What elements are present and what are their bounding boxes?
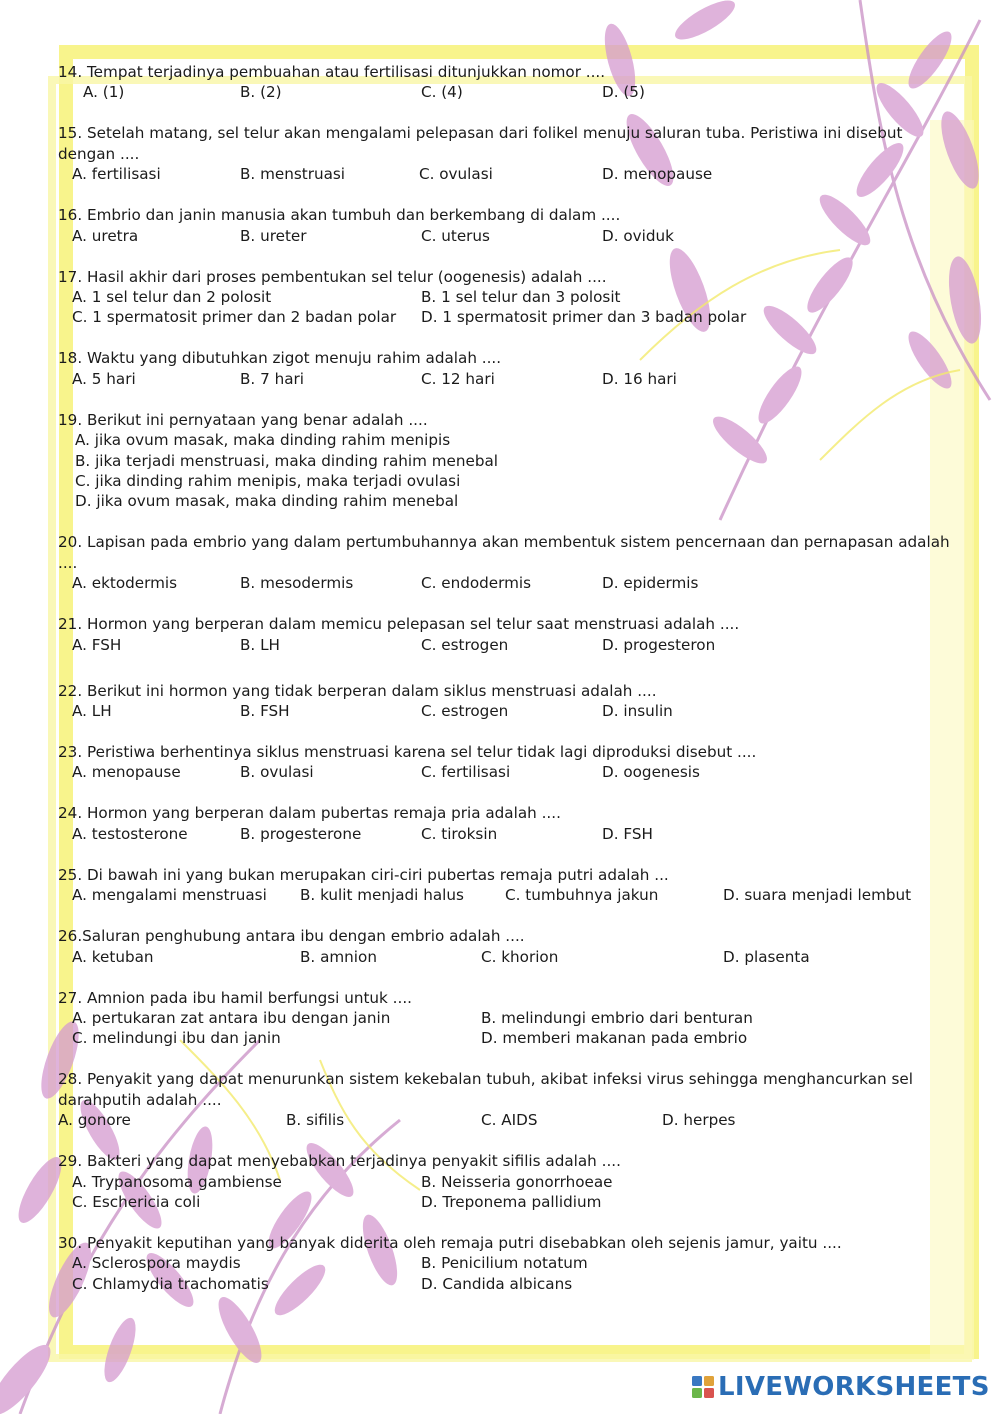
option-b: B. Penicilium notatum <box>421 1254 588 1273</box>
option-b: B. jika terjadi menstruasi, maka dinding rahim menebal <box>75 451 499 470</box>
liveworksheets-logo <box>692 1372 990 1402</box>
question-text: 22. Berikut ini hormon yang tidak berperan dalam siklus menstruasi adalah .... <box>58 681 657 700</box>
option-a: A. ektodermis <box>72 574 178 593</box>
option-d: D. jika ovum masak, maka dinding rahim menebal <box>75 492 459 511</box>
option-a: A. testosterone <box>72 824 188 843</box>
question-text: 29. Bakteri yang dapat menyebabkan terjadinya penyakit sifilis adalah .... <box>58 1152 621 1171</box>
question-25 <box>58 865 958 906</box>
option-d: D. FSH <box>602 824 653 843</box>
option-c: C. uterus <box>421 226 490 245</box>
option-b: B. ureter <box>240 226 307 245</box>
question-text: 26.Saluran penghubung antara ibu dengan embrio adalah .... <box>58 927 525 946</box>
question-text: 18. Waktu yang dibutuhkan zigot menuju rahim adalah .... <box>58 349 502 368</box>
option-b: B. ovulasi <box>240 763 314 782</box>
option-b: B. (2) <box>240 83 282 102</box>
option-c: C. endodermis <box>421 574 532 593</box>
question-26 <box>58 926 958 967</box>
question-22 <box>58 681 958 722</box>
option-a: A. pertukaran zat antara ibu dengan janin <box>72 1008 391 1027</box>
question-text: 17. Hasil akhir dari proses pembentukan sel telur (oogenesis) adalah .... <box>58 267 607 286</box>
option-d: D. 16 hari <box>602 369 677 388</box>
question-30 <box>58 1233 958 1294</box>
option-c: C. estrogen <box>421 635 509 654</box>
question-28 <box>58 1069 958 1130</box>
option-c: C. melindungi ibu dan janin <box>72 1029 281 1048</box>
option-c: C. AIDS <box>481 1111 538 1130</box>
question-18 <box>58 348 958 389</box>
question-15 <box>58 123 958 184</box>
option-d: D. oogenesis <box>602 763 700 782</box>
option-c: C. tiroksin <box>421 824 498 843</box>
option-d: D. oviduk <box>602 226 674 245</box>
option-b: B. 1 sel telur dan 3 polosit <box>421 287 621 306</box>
option-a: A. Trypanosoma gambiense <box>72 1172 282 1191</box>
option-a: A. LH <box>72 701 112 720</box>
option-d: D. herpes <box>662 1111 736 1130</box>
question-23 <box>58 742 958 783</box>
option-b: B. progesterone <box>240 824 362 843</box>
option-b: B. menstruasi <box>240 165 346 184</box>
question-text: 30. Penyakit keputihan yang banyak diderita oleh remaja putri disebabkan oleh sejenis jamur, yaitu .... <box>58 1233 842 1252</box>
question-text: 25. Di bawah ini yang bukan merupakan ciri-ciri pubertas remaja putri adalah ... <box>58 865 669 884</box>
option-d: D. progesteron <box>602 635 716 654</box>
option-b: B. LH <box>240 635 280 654</box>
option-a: A. mengalami menstruasi <box>72 886 267 905</box>
option-d: D. memberi makanan pada embrio <box>481 1029 748 1048</box>
option-d: D. Treponema pallidium <box>421 1192 602 1211</box>
option-c: C. tumbuhnya jakun <box>505 886 659 905</box>
question-21 <box>58 614 958 655</box>
option-c: C. 12 hari <box>421 369 495 388</box>
option-a: A. menopause <box>72 763 181 782</box>
option-c: C. estrogen <box>421 701 509 720</box>
option-d: D. (5) <box>602 83 645 102</box>
question-text: 14. Tempat terjadinya pembuahan atau fertilisasi ditunjukkan nomor .... <box>58 63 606 81</box>
option-a: A. jika ovum masak, maka dinding rahim menipis <box>75 431 451 450</box>
option-c: C. 1 spermatosit primer dan 2 badan polar <box>72 308 397 327</box>
option-b: B. Neisseria gonorrhoeae <box>421 1172 613 1191</box>
option-a: A. uretra <box>72 226 139 245</box>
question-24 <box>58 803 958 844</box>
option-b: B. melindungi embrio dari benturan <box>481 1008 753 1027</box>
option-b: B. kulit menjadi halus <box>300 886 464 905</box>
question-text: 24. Hormon yang berperan dalam pubertas remaja pria adalah .... <box>58 804 561 823</box>
option-c: C. fertilisasi <box>421 763 511 782</box>
brand-name: LIVEWORKSHEETS <box>718 1372 990 1402</box>
option-a: A. FSH <box>72 635 122 654</box>
option-d: D. 1 spermatosit primer dan 3 badan polar <box>421 308 747 327</box>
question-19 <box>58 410 958 512</box>
question-text: 15. Setelah matang, sel telur akan mengalami pelepasan dari folikel menuju saluran tuba. Peristiwa ini disebut dengan .... <box>58 124 903 163</box>
option-a: A. ketuban <box>72 947 154 966</box>
question-text: 19. Berikut ini pernyataan yang benar adalah .... <box>58 410 428 429</box>
option-b: B. 7 hari <box>240 369 304 388</box>
question-17 <box>58 267 958 328</box>
question-16 <box>58 205 958 246</box>
question-text: 16. Embrio dan janin manusia akan tumbuh dan berkembang di dalam .... <box>58 206 621 225</box>
option-c: C. khorion <box>481 947 559 966</box>
option-b: B. FSH <box>240 701 290 720</box>
option-b: B. mesodermis <box>240 574 354 593</box>
liveworksheets-logo-icon <box>692 1376 714 1398</box>
question-text: 27. Amnion pada ibu hamil berfungsi untuk .... <box>58 988 412 1007</box>
question-14 <box>58 62 958 103</box>
question-text: 21. Hormon yang berperan dalam memicu pelepasan sel telur saat menstruasi adalah .... <box>58 615 740 634</box>
option-c: C. jika dinding rahim menipis, maka terjadi ovulasi <box>75 471 461 490</box>
option-c: C. Eschericia coli <box>72 1192 201 1211</box>
option-c: C. ovulasi <box>419 165 493 184</box>
option-d: D. suara menjadi lembut <box>723 886 912 905</box>
worksheet-content <box>58 62 958 1294</box>
option-a: A. 1 sel telur dan 2 polosit <box>72 287 272 306</box>
option-c: C. Chlamydia trachomatis <box>72 1274 269 1293</box>
question-20 <box>58 532 958 593</box>
question-text: 20. Lapisan pada embrio yang dalam pertumbuhannya akan membentuk sistem pencernaan dan pernapasan adalah .... <box>58 533 950 572</box>
option-b: B. sifilis <box>286 1111 345 1130</box>
question-27 <box>58 988 958 1049</box>
option-a: A. fertilisasi <box>72 165 161 184</box>
question-text: 28. Penyakit yang dapat menurunkan sistem kekebalan tubuh, akibat infeksi virus sehingga menghancurkan sel darahputih adalah .... <box>58 1070 913 1109</box>
option-d: D. insulin <box>602 701 673 720</box>
option-d: D. plasenta <box>723 947 810 966</box>
option-a: A. gonore <box>58 1111 131 1130</box>
option-a: A. Sclerospora maydis <box>72 1254 241 1273</box>
option-d: D. epidermis <box>602 574 699 593</box>
option-d: D. Candida albicans <box>421 1274 573 1293</box>
option-d: D. menopause <box>602 165 713 184</box>
option-c: C. (4) <box>421 83 463 102</box>
option-a: A. (1) <box>83 83 125 102</box>
question-text: 23. Peristiwa berhentinya siklus menstruasi karena sel telur tidak lagi diproduksi disebut .... <box>58 742 757 761</box>
question-29 <box>58 1151 958 1212</box>
option-b: B. amnion <box>300 947 377 966</box>
option-a: A. 5 hari <box>72 369 136 388</box>
